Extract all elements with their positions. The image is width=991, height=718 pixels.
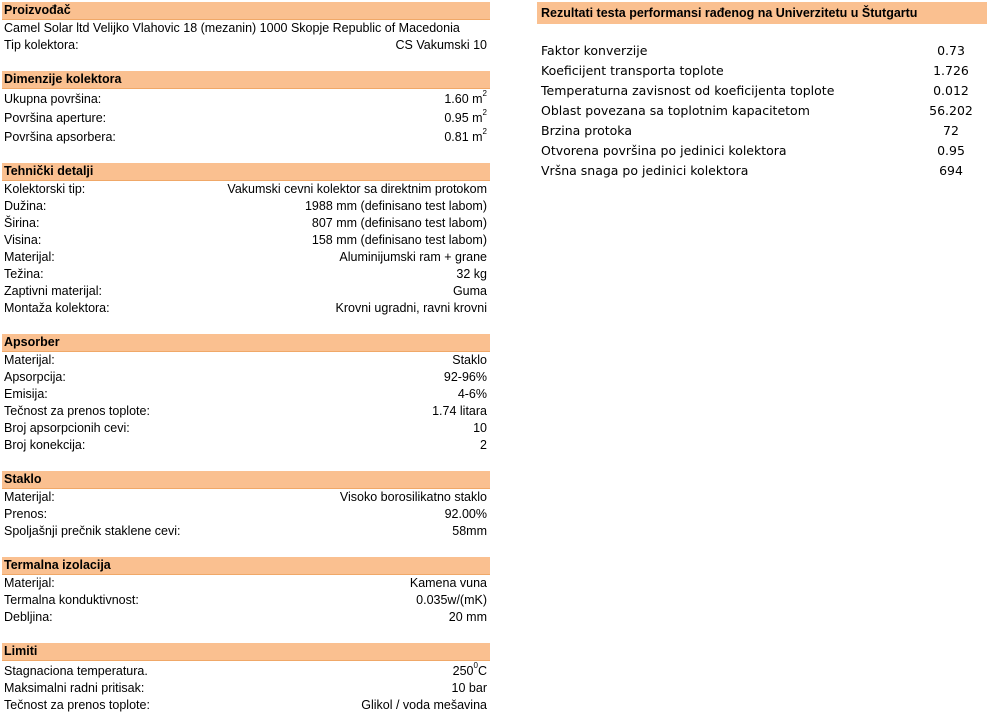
test-results-title: Rezultati testa performansi rađenog na Univerzitetu u Štutgartu: [537, 2, 987, 24]
spec-label: Tečnost za prenos toplote:: [4, 698, 150, 712]
spec-row: [2, 215, 490, 232]
spec-value: 0.95 $m^2$: [444, 107, 487, 125]
spec-label: Materijal:: [4, 576, 55, 590]
spec-value: Guma: [452, 284, 487, 298]
spec-value: $250^0C$: [452, 660, 487, 678]
spec-value: Staklo: [452, 353, 487, 367]
spec-row: [2, 575, 490, 592]
spec-row: [2, 506, 490, 523]
spec-label: Materijal:: [4, 490, 55, 504]
spec-value: 0.035w/(mK): [416, 593, 487, 607]
section-title-dimenzije: Dimenzije kolektora: [2, 71, 490, 89]
section-izolacija: [2, 557, 490, 626]
result-row: [537, 121, 987, 141]
spec-row: [2, 181, 490, 198]
spec-row: [2, 523, 490, 540]
result-value: 694: [939, 163, 963, 178]
spec-label: Dužina:: [4, 199, 47, 213]
spec-label: Kolektorski tip:: [4, 182, 86, 196]
spec-row: [2, 403, 490, 420]
spec-label: Broj apsorpcionih cevi:: [4, 421, 130, 435]
spec-row: [2, 609, 490, 626]
section-title-apsorber: Apsorber: [2, 334, 490, 352]
section-title-staklo: Staklo: [2, 471, 490, 489]
result-row: [537, 161, 987, 181]
spec-label: Stagnaciona temperatura.: [4, 664, 148, 678]
spec-label: Debljina:: [4, 610, 53, 624]
spec-value: Visoko borosilikatno staklo: [339, 490, 487, 504]
spec-label: Površina apsorbera:: [4, 130, 116, 144]
spec-row: [2, 437, 490, 454]
spec-value: 158 mm (definisano test labom): [311, 233, 487, 247]
spec-label: Apsorpcija:: [4, 370, 66, 384]
result-value: 56.202: [929, 103, 973, 118]
spec-value: 807 mm (definisano test labom): [311, 216, 487, 230]
section-title-izolacija: Termalna izolacija: [2, 557, 490, 575]
result-value: 0.73: [937, 43, 965, 58]
section-proizvodjac: [2, 2, 490, 54]
spec-value: 92.00%: [444, 507, 487, 521]
spec-value: 10: [473, 421, 487, 435]
spec-row: [2, 89, 490, 108]
spec-label: Spoljašnji prečnik staklene cevi:: [4, 524, 181, 538]
spec-value: 4-6%: [457, 387, 487, 401]
spec-label: Materijal:: [4, 353, 55, 367]
section-limiti: [2, 643, 490, 714]
spec-label: Ukupna površina:: [4, 92, 102, 106]
spec-label: Maksimalni radni pritisak:: [4, 681, 145, 695]
spec-label: Emisija:: [4, 387, 48, 401]
spec-value: 10 bar: [451, 681, 487, 695]
section-title-proizvodjac: Proizvođač: [2, 2, 490, 20]
spec-row: [2, 108, 490, 127]
spec-row: [2, 198, 490, 215]
spec-label: Montaža kolektora:: [4, 301, 110, 315]
spec-label: Tečnost za prenos toplote:: [4, 404, 150, 418]
spec-label: Tip kolektora:: [4, 38, 79, 52]
spec-value: Kamena vuna: [409, 576, 487, 590]
spec-row: [2, 300, 490, 317]
spec-value: Vakumski cevni kolektor sa direktnim protokom: [227, 182, 487, 196]
spec-row: [2, 697, 490, 714]
spec-value: 92-96%: [443, 370, 487, 384]
spec-label: Širina:: [4, 216, 40, 230]
result-row: [537, 41, 987, 61]
result-value: 72: [943, 123, 959, 138]
spec-label: Površina aperture:: [4, 111, 107, 125]
spec-row: [2, 680, 490, 697]
spec-row-tip: [2, 37, 490, 54]
spec-label: Broj konekcija:: [4, 438, 86, 452]
spec-label: Materijal:: [4, 250, 55, 264]
result-value: 0.012: [933, 83, 969, 98]
section-title-tehnicki: Tehnički detalji: [2, 163, 490, 181]
spec-row: [2, 266, 490, 283]
spec-label: Visina:: [4, 233, 42, 247]
test-results-panel: [537, 2, 987, 181]
spec-row: [2, 369, 490, 386]
spec-row: [2, 420, 490, 437]
result-value: 0.95: [937, 143, 965, 158]
spec-row: [2, 283, 490, 300]
spec-value: 1.74 litara: [432, 404, 487, 418]
spec-value: Aluminijumski ram + grane: [339, 250, 487, 264]
spec-label: Težina:: [4, 267, 44, 281]
result-value: 1.726: [933, 63, 969, 78]
result-label: Temperaturna zavisnost od koeficijenta toplote: [541, 83, 835, 98]
result-label: Otvorena površina po jedinici kolektora: [541, 143, 787, 158]
spec-value: 32 kg: [456, 267, 487, 281]
spec-value: Krovni ugradni, ravni krovni: [335, 301, 487, 315]
section-dimenzije: [2, 71, 490, 146]
result-label: Faktor konverzije: [541, 43, 648, 58]
spec-row: [2, 249, 490, 266]
result-label: Vršna snaga po jedinici kolektora: [541, 163, 749, 178]
spec-row: [2, 592, 490, 609]
spec-value: 20 mm: [448, 610, 487, 624]
result-row: [537, 141, 987, 161]
company-row: [2, 20, 490, 37]
result-label: Oblast povezana sa toplotnim kapacitetom: [541, 103, 810, 118]
spec-value: 2: [480, 438, 487, 452]
spec-value: 1988 mm (definisano test labom): [304, 199, 487, 213]
section-apsorber: [2, 334, 490, 454]
result-row: [537, 101, 987, 121]
result-label: Koeficijent transporta toplote: [541, 63, 724, 78]
spec-value: 58mm: [452, 524, 487, 538]
spec-value: 1.60 $m^2$: [444, 88, 487, 106]
spec-label: Prenos:: [4, 507, 48, 521]
spec-row: [2, 352, 490, 369]
result-row: [537, 81, 987, 101]
section-title-limiti: Limiti: [2, 643, 490, 661]
spec-row: [2, 661, 490, 680]
spec-value: CS Vakumski 10: [395, 38, 487, 52]
spec-value: 0.81 $m^2$: [444, 126, 487, 144]
section-staklo: [2, 471, 490, 540]
result-label: Brzina protoka: [541, 123, 632, 138]
spec-value: Glikol / voda mešavina: [361, 698, 487, 712]
spec-row: [2, 232, 490, 249]
spec-label: Termalna konduktivnost:: [4, 593, 139, 607]
section-tehnicki: [2, 163, 490, 317]
spec-row: [2, 127, 490, 146]
spec-label: Zaptivni materijal:: [4, 284, 102, 298]
collector-spec-sheet: [2, 2, 490, 714]
spec-row: [2, 386, 490, 403]
spec-row: [2, 489, 490, 506]
result-row: [537, 61, 987, 81]
company-name: Camel Solar ltd Velijko Vlahovic 18 (mezanin) 1000 Skopje Republic of Macedonia: [4, 21, 460, 35]
